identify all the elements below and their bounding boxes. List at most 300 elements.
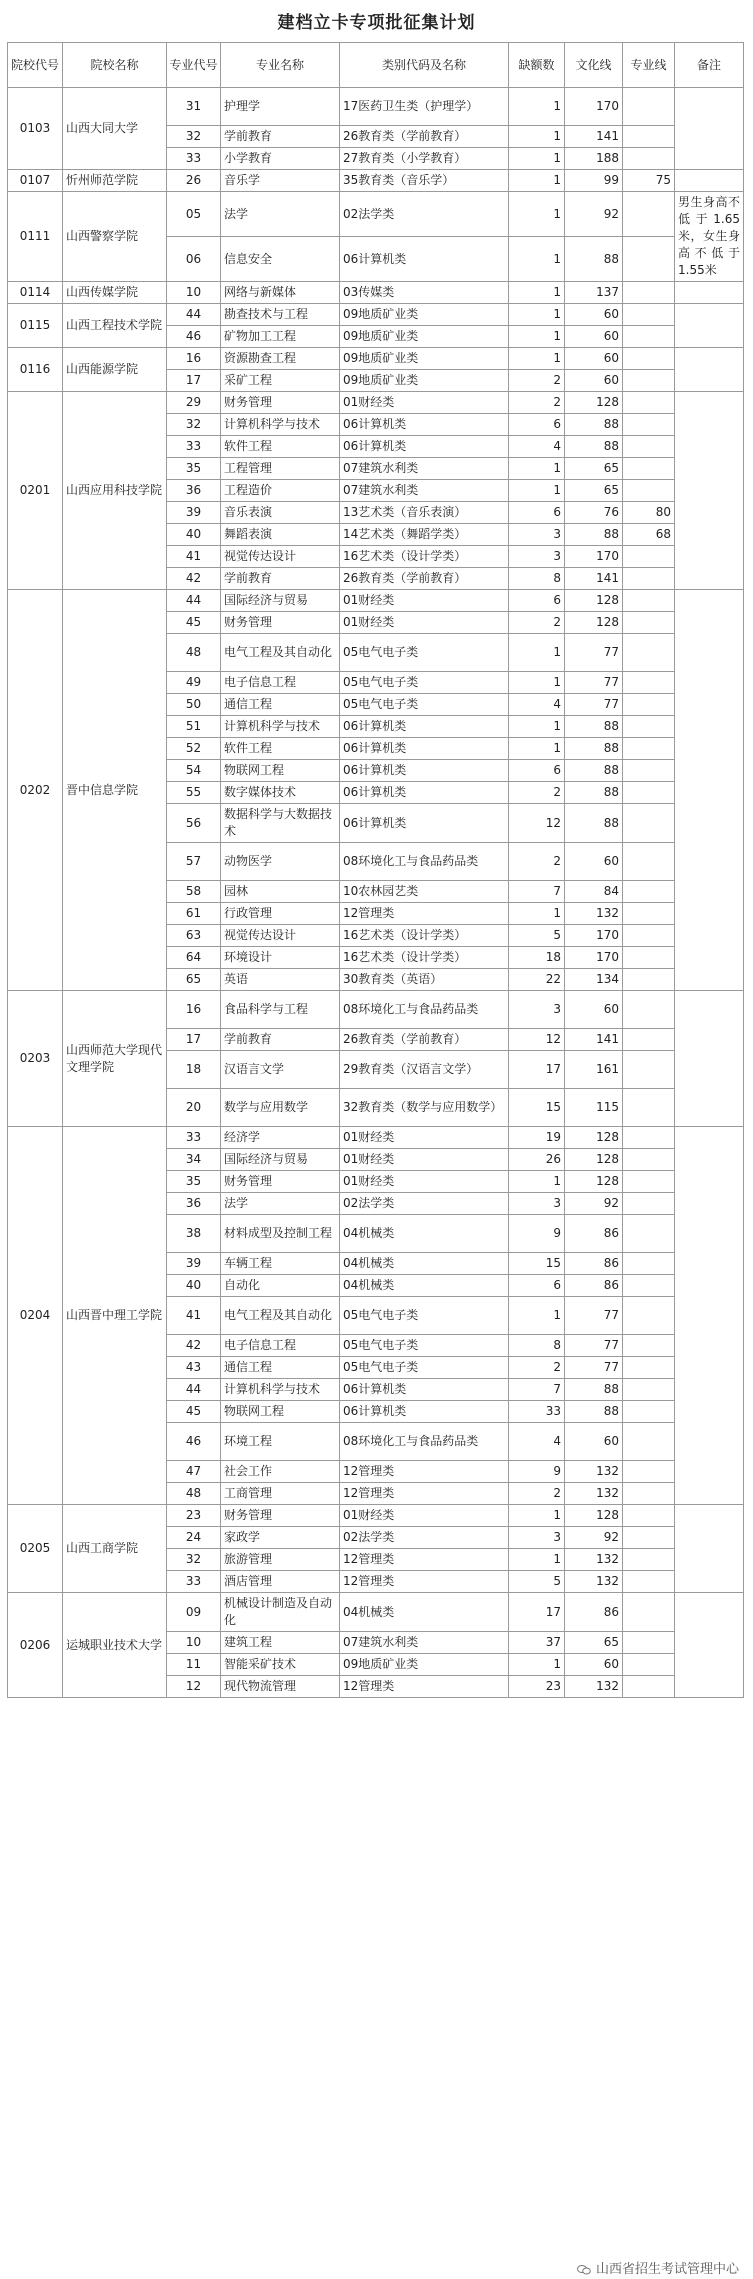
category-cell: 09地质矿业类: [340, 1654, 509, 1676]
category-cell: 26教育类（学前教育）: [340, 568, 509, 590]
vacancies-cell: 12: [509, 1029, 565, 1051]
major-code-cell: 48: [167, 634, 221, 672]
major-name-cell: 计算机科学与技术: [221, 1379, 340, 1401]
header-school-name: 院校名称: [63, 43, 167, 88]
school-name-cell: 山西传媒学院: [63, 282, 167, 304]
category-cell: 07建筑水利类: [340, 480, 509, 502]
major-name-cell: 计算机科学与技术: [221, 716, 340, 738]
school-code-cell: 0201: [8, 392, 63, 590]
category-cell: 35教育类（音乐学）: [340, 170, 509, 192]
category-cell: 09地质矿业类: [340, 326, 509, 348]
remark-cell: [675, 1127, 744, 1505]
category-cell: 04机械类: [340, 1253, 509, 1275]
vacancies-cell: 1: [509, 1549, 565, 1571]
major-code-cell: 31: [167, 88, 221, 126]
major-code-cell: 33: [167, 436, 221, 458]
major-name-cell: 视觉传达设计: [221, 925, 340, 947]
school-name-cell: 山西工商学院: [63, 1505, 167, 1593]
major-name-cell: 现代物流管理: [221, 1676, 340, 1698]
culture-line-cell: 88: [565, 237, 623, 282]
category-cell: 04机械类: [340, 1215, 509, 1253]
major-line-cell: [623, 1029, 675, 1051]
category-cell: 32教育类（数学与应用数学）: [340, 1089, 509, 1127]
culture-line-cell: 88: [565, 782, 623, 804]
culture-line-cell: 88: [565, 1401, 623, 1423]
category-cell: 08环境化工与食品药品类: [340, 843, 509, 881]
major-line-cell: [623, 1676, 675, 1698]
category-cell: 17医药卫生类（护理学）: [340, 88, 509, 126]
culture-line-cell: 88: [565, 1379, 623, 1401]
major-line-cell: [623, 925, 675, 947]
major-code-cell: 49: [167, 672, 221, 694]
vacancies-cell: 22: [509, 969, 565, 991]
remark-cell: [675, 1505, 744, 1593]
remark-cell: [675, 304, 744, 348]
major-line-cell: [623, 804, 675, 843]
major-line-cell: [623, 1215, 675, 1253]
major-code-cell: 47: [167, 1461, 221, 1483]
culture-line-cell: 60: [565, 1423, 623, 1461]
major-code-cell: 32: [167, 414, 221, 436]
major-name-cell: 旅游管理: [221, 1549, 340, 1571]
major-name-cell: 学前教育: [221, 126, 340, 148]
vacancies-cell: 1: [509, 170, 565, 192]
culture-line-cell: 92: [565, 1193, 623, 1215]
major-code-cell: 26: [167, 170, 221, 192]
major-code-cell: 56: [167, 804, 221, 843]
culture-line-cell: 188: [565, 148, 623, 170]
table-row: [8, 1505, 744, 1527]
school-code-cell: 0115: [8, 304, 63, 348]
category-cell: 01财经类: [340, 612, 509, 634]
school-code-cell: 0204: [8, 1127, 63, 1505]
major-name-cell: 机械设计制造及自动化: [221, 1593, 340, 1632]
major-line-cell: [623, 1549, 675, 1571]
category-cell: 01财经类: [340, 1149, 509, 1171]
major-name-cell: 电子信息工程: [221, 1335, 340, 1357]
major-name-cell: 计算机科学与技术: [221, 414, 340, 436]
header-remark: 备注: [675, 43, 744, 88]
vacancies-cell: 15: [509, 1089, 565, 1127]
major-name-cell: 动物医学: [221, 843, 340, 881]
major-name-cell: 软件工程: [221, 738, 340, 760]
major-name-cell: 财务管理: [221, 1505, 340, 1527]
major-line-cell: [623, 568, 675, 590]
major-name-cell: 勘查技术与工程: [221, 304, 340, 326]
vacancies-cell: 1: [509, 634, 565, 672]
culture-line-cell: 77: [565, 1297, 623, 1335]
major-line-cell: [623, 1483, 675, 1505]
category-cell: 04机械类: [340, 1593, 509, 1632]
header-category: 类别代码及名称: [340, 43, 509, 88]
vacancies-cell: 6: [509, 1275, 565, 1297]
category-cell: 02法学类: [340, 1193, 509, 1215]
major-code-cell: 52: [167, 738, 221, 760]
vacancies-cell: 2: [509, 612, 565, 634]
major-line-cell: [623, 126, 675, 148]
major-code-cell: 10: [167, 1632, 221, 1654]
culture-line-cell: 76: [565, 502, 623, 524]
culture-line-cell: 115: [565, 1089, 623, 1127]
vacancies-cell: 23: [509, 1676, 565, 1698]
culture-line-cell: 86: [565, 1593, 623, 1632]
culture-line-cell: 132: [565, 903, 623, 925]
category-cell: 01财经类: [340, 1505, 509, 1527]
major-code-cell: 42: [167, 568, 221, 590]
major-line-cell: [623, 1632, 675, 1654]
major-line-cell: [623, 1253, 675, 1275]
header-culture-line: 文化线: [565, 43, 623, 88]
major-code-cell: 43: [167, 1357, 221, 1379]
major-line-cell: [623, 881, 675, 903]
school-name-cell: 山西大同大学: [63, 88, 167, 170]
major-line-cell: [623, 458, 675, 480]
remark-cell: [675, 392, 744, 590]
table-row: [8, 192, 744, 237]
major-name-cell: 信息安全: [221, 237, 340, 282]
culture-line-cell: 92: [565, 1527, 623, 1549]
category-cell: 14艺术类（舞蹈学类）: [340, 524, 509, 546]
vacancies-cell: 7: [509, 881, 565, 903]
vacancies-cell: 1: [509, 480, 565, 502]
table-row: [8, 282, 744, 304]
major-code-cell: 48: [167, 1483, 221, 1505]
page-title: 建档立卡专项批征集计划: [277, 13, 476, 33]
vacancies-cell: 8: [509, 1335, 565, 1357]
culture-line-cell: 88: [565, 414, 623, 436]
major-code-cell: 40: [167, 1275, 221, 1297]
major-code-cell: 39: [167, 1253, 221, 1275]
vacancies-cell: 3: [509, 546, 565, 568]
major-code-cell: 44: [167, 590, 221, 612]
major-name-cell: 环境设计: [221, 947, 340, 969]
major-name-cell: 经济学: [221, 1127, 340, 1149]
culture-line-cell: 88: [565, 804, 623, 843]
vacancies-cell: 4: [509, 436, 565, 458]
category-cell: 02法学类: [340, 1527, 509, 1549]
major-line-cell: [623, 1149, 675, 1171]
major-name-cell: 行政管理: [221, 903, 340, 925]
major-line-cell: [623, 947, 675, 969]
major-line-cell: [623, 991, 675, 1029]
school-code-cell: 0206: [8, 1593, 63, 1698]
major-line-cell: [623, 237, 675, 282]
major-name-cell: 电气工程及其自动化: [221, 634, 340, 672]
major-line-cell: [623, 480, 675, 502]
category-cell: 06计算机类: [340, 436, 509, 458]
major-code-cell: 51: [167, 716, 221, 738]
culture-line-cell: 88: [565, 524, 623, 546]
major-line-cell: [623, 348, 675, 370]
school-code-cell: 0203: [8, 991, 63, 1127]
major-code-cell: 17: [167, 370, 221, 392]
major-name-cell: 数字媒体技术: [221, 782, 340, 804]
major-code-cell: 16: [167, 348, 221, 370]
header-major-name: 专业名称: [221, 43, 340, 88]
culture-line-cell: 65: [565, 1632, 623, 1654]
culture-line-cell: 134: [565, 969, 623, 991]
category-cell: 12管理类: [340, 1571, 509, 1593]
remark-cell: [675, 282, 744, 304]
major-line-cell: [623, 672, 675, 694]
culture-line-cell: 92: [565, 192, 623, 237]
vacancies-cell: 1: [509, 1171, 565, 1193]
major-line-cell: [623, 1654, 675, 1676]
major-name-cell: 自动化: [221, 1275, 340, 1297]
culture-line-cell: 170: [565, 947, 623, 969]
major-name-cell: 工程造价: [221, 480, 340, 502]
major-line-cell: [623, 1089, 675, 1127]
vacancies-cell: 18: [509, 947, 565, 969]
major-name-cell: 资源勘查工程: [221, 348, 340, 370]
category-cell: 01财经类: [340, 590, 509, 612]
major-name-cell: 护理学: [221, 88, 340, 126]
category-cell: 06计算机类: [340, 237, 509, 282]
vacancies-cell: 1: [509, 148, 565, 170]
culture-line-cell: 86: [565, 1275, 623, 1297]
culture-line-cell: 128: [565, 1149, 623, 1171]
remark-cell: [675, 88, 744, 170]
vacancies-cell: 6: [509, 414, 565, 436]
remark-cell: 男生身高不低于1.65米，女生身高不低于1.55米: [675, 192, 744, 282]
major-code-cell: 41: [167, 1297, 221, 1335]
culture-line-cell: 65: [565, 458, 623, 480]
culture-line-cell: 132: [565, 1461, 623, 1483]
major-line-cell: [623, 1335, 675, 1357]
major-code-cell: 17: [167, 1029, 221, 1051]
category-cell: 06计算机类: [340, 414, 509, 436]
major-line-cell: [623, 436, 675, 458]
vacancies-cell: 1: [509, 88, 565, 126]
culture-line-cell: 77: [565, 694, 623, 716]
vacancies-cell: 1: [509, 672, 565, 694]
watermark-text: 山西省招生考试管理中心: [595, 2262, 739, 2277]
vacancies-cell: 3: [509, 524, 565, 546]
table-row: [8, 991, 744, 1029]
major-code-cell: 23: [167, 1505, 221, 1527]
major-line-cell: [623, 88, 675, 126]
culture-line-cell: 128: [565, 612, 623, 634]
school-name-cell: 运城职业技术大学: [63, 1593, 167, 1698]
culture-line-cell: 128: [565, 392, 623, 414]
culture-line-cell: 170: [565, 925, 623, 947]
major-name-cell: 学前教育: [221, 1029, 340, 1051]
major-name-cell: 通信工程: [221, 1357, 340, 1379]
vacancies-cell: 4: [509, 694, 565, 716]
major-code-cell: 10: [167, 282, 221, 304]
school-name-cell: 晋中信息学院: [63, 590, 167, 991]
category-cell: 04机械类: [340, 1275, 509, 1297]
major-line-cell: [623, 738, 675, 760]
major-line-cell: [623, 1193, 675, 1215]
major-name-cell: 国际经济与贸易: [221, 590, 340, 612]
major-name-cell: 小学教育: [221, 148, 340, 170]
major-line-cell: [623, 370, 675, 392]
major-name-cell: 环境工程: [221, 1423, 340, 1461]
major-name-cell: 家政学: [221, 1527, 340, 1549]
category-cell: 08环境化工与食品药品类: [340, 991, 509, 1029]
major-code-cell: 20: [167, 1089, 221, 1127]
table-row: [8, 348, 744, 370]
major-line-cell: [623, 843, 675, 881]
vacancies-cell: 6: [509, 502, 565, 524]
major-name-cell: 法学: [221, 1193, 340, 1215]
major-name-cell: 数据科学与大数据技术: [221, 804, 340, 843]
major-name-cell: 建筑工程: [221, 1632, 340, 1654]
major-name-cell: 工程管理: [221, 458, 340, 480]
category-cell: 10农林园艺类: [340, 881, 509, 903]
vacancies-cell: 1: [509, 192, 565, 237]
school-code-cell: 0114: [8, 282, 63, 304]
school-name-cell: 山西师范大学现代文理学院: [63, 991, 167, 1127]
major-code-cell: 63: [167, 925, 221, 947]
culture-line-cell: 60: [565, 326, 623, 348]
major-name-cell: 通信工程: [221, 694, 340, 716]
major-line-cell: [623, 326, 675, 348]
school-code-cell: 0205: [8, 1505, 63, 1593]
major-code-cell: 38: [167, 1215, 221, 1253]
culture-line-cell: 132: [565, 1549, 623, 1571]
major-line-cell: [623, 716, 675, 738]
school-name-cell: 山西晋中理工学院: [63, 1127, 167, 1505]
major-line-cell: [623, 546, 675, 568]
major-line-cell: [623, 634, 675, 672]
major-name-cell: 音乐表演: [221, 502, 340, 524]
vacancies-cell: 6: [509, 590, 565, 612]
plan-table: [7, 42, 744, 1698]
vacancies-cell: 19: [509, 1127, 565, 1149]
major-code-cell: 16: [167, 991, 221, 1029]
major-line-cell: [623, 1505, 675, 1527]
major-code-cell: 42: [167, 1335, 221, 1357]
culture-line-cell: 88: [565, 738, 623, 760]
category-cell: 12管理类: [340, 1461, 509, 1483]
watermark: [577, 2258, 739, 2277]
major-line-cell: [623, 1297, 675, 1335]
major-code-cell: 09: [167, 1593, 221, 1632]
major-line-cell: [623, 1461, 675, 1483]
table-body: [8, 88, 744, 1698]
major-line-cell: [623, 760, 675, 782]
header-major-line: 专业线: [623, 43, 675, 88]
category-cell: 05电气电子类: [340, 634, 509, 672]
major-line-cell: [623, 1571, 675, 1593]
vacancies-cell: 15: [509, 1253, 565, 1275]
vacancies-cell: 1: [509, 903, 565, 925]
major-line-cell: [623, 304, 675, 326]
remark-cell: [675, 991, 744, 1127]
vacancies-cell: 6: [509, 760, 565, 782]
major-line-cell: [623, 1401, 675, 1423]
vacancies-cell: 9: [509, 1215, 565, 1253]
vacancies-cell: 2: [509, 392, 565, 414]
vacancies-cell: 2: [509, 843, 565, 881]
major-name-cell: 视觉传达设计: [221, 546, 340, 568]
culture-line-cell: 132: [565, 1483, 623, 1505]
vacancies-cell: 3: [509, 991, 565, 1029]
category-cell: 30教育类（英语）: [340, 969, 509, 991]
major-code-cell: 34: [167, 1149, 221, 1171]
culture-line-cell: 137: [565, 282, 623, 304]
major-name-cell: 软件工程: [221, 436, 340, 458]
school-name-cell: 山西能源学院: [63, 348, 167, 392]
header-vacancies: 缺额数: [509, 43, 565, 88]
culture-line-cell: 132: [565, 1571, 623, 1593]
school-name-cell: 山西警察学院: [63, 192, 167, 282]
category-cell: 06计算机类: [340, 716, 509, 738]
major-name-cell: 网络与新媒体: [221, 282, 340, 304]
major-code-cell: 24: [167, 1527, 221, 1549]
major-code-cell: 61: [167, 903, 221, 925]
vacancies-cell: 33: [509, 1401, 565, 1423]
major-code-cell: 11: [167, 1654, 221, 1676]
culture-line-cell: 65: [565, 480, 623, 502]
major-code-cell: 06: [167, 237, 221, 282]
vacancies-cell: 1: [509, 1654, 565, 1676]
category-cell: 13艺术类（音乐表演）: [340, 502, 509, 524]
category-cell: 09地质矿业类: [340, 348, 509, 370]
culture-line-cell: 60: [565, 991, 623, 1029]
culture-line-cell: 132: [565, 1676, 623, 1698]
major-line-cell: 68: [623, 524, 675, 546]
culture-line-cell: 128: [565, 1505, 623, 1527]
category-cell: 06计算机类: [340, 738, 509, 760]
category-cell: 06计算机类: [340, 804, 509, 843]
major-line-cell: [623, 694, 675, 716]
major-code-cell: 36: [167, 480, 221, 502]
major-name-cell: 材料成型及控制工程: [221, 1215, 340, 1253]
school-code-cell: 0111: [8, 192, 63, 282]
vacancies-cell: 2: [509, 370, 565, 392]
category-cell: 05电气电子类: [340, 694, 509, 716]
header-school-code: 院校代号: [8, 43, 63, 88]
major-line-cell: [623, 148, 675, 170]
major-line-cell: 75: [623, 170, 675, 192]
vacancies-cell: 3: [509, 1527, 565, 1549]
major-name-cell: 财务管理: [221, 1171, 340, 1193]
major-line-cell: [623, 590, 675, 612]
vacancies-cell: 1: [509, 1297, 565, 1335]
vacancies-cell: 1: [509, 282, 565, 304]
category-cell: 26教育类（学前教育）: [340, 126, 509, 148]
major-line-cell: [623, 392, 675, 414]
major-code-cell: 54: [167, 760, 221, 782]
vacancies-cell: 1: [509, 348, 565, 370]
remark-cell: [675, 348, 744, 392]
culture-line-cell: 141: [565, 568, 623, 590]
major-code-cell: 40: [167, 524, 221, 546]
major-name-cell: 财务管理: [221, 392, 340, 414]
culture-line-cell: 60: [565, 843, 623, 881]
major-name-cell: 数学与应用数学: [221, 1089, 340, 1127]
table-row: [8, 304, 744, 326]
culture-line-cell: 88: [565, 760, 623, 782]
school-code-cell: 0107: [8, 170, 63, 192]
vacancies-cell: 1: [509, 458, 565, 480]
remark-cell: [675, 170, 744, 192]
vacancies-cell: 37: [509, 1632, 565, 1654]
major-code-cell: 55: [167, 782, 221, 804]
major-name-cell: 园林: [221, 881, 340, 903]
category-cell: 06计算机类: [340, 1379, 509, 1401]
major-code-cell: 05: [167, 192, 221, 237]
major-name-cell: 国际经济与贸易: [221, 1149, 340, 1171]
culture-line-cell: 77: [565, 672, 623, 694]
major-line-cell: [623, 414, 675, 436]
major-line-cell: [623, 1127, 675, 1149]
vacancies-cell: 1: [509, 738, 565, 760]
vacancies-cell: 9: [509, 1461, 565, 1483]
